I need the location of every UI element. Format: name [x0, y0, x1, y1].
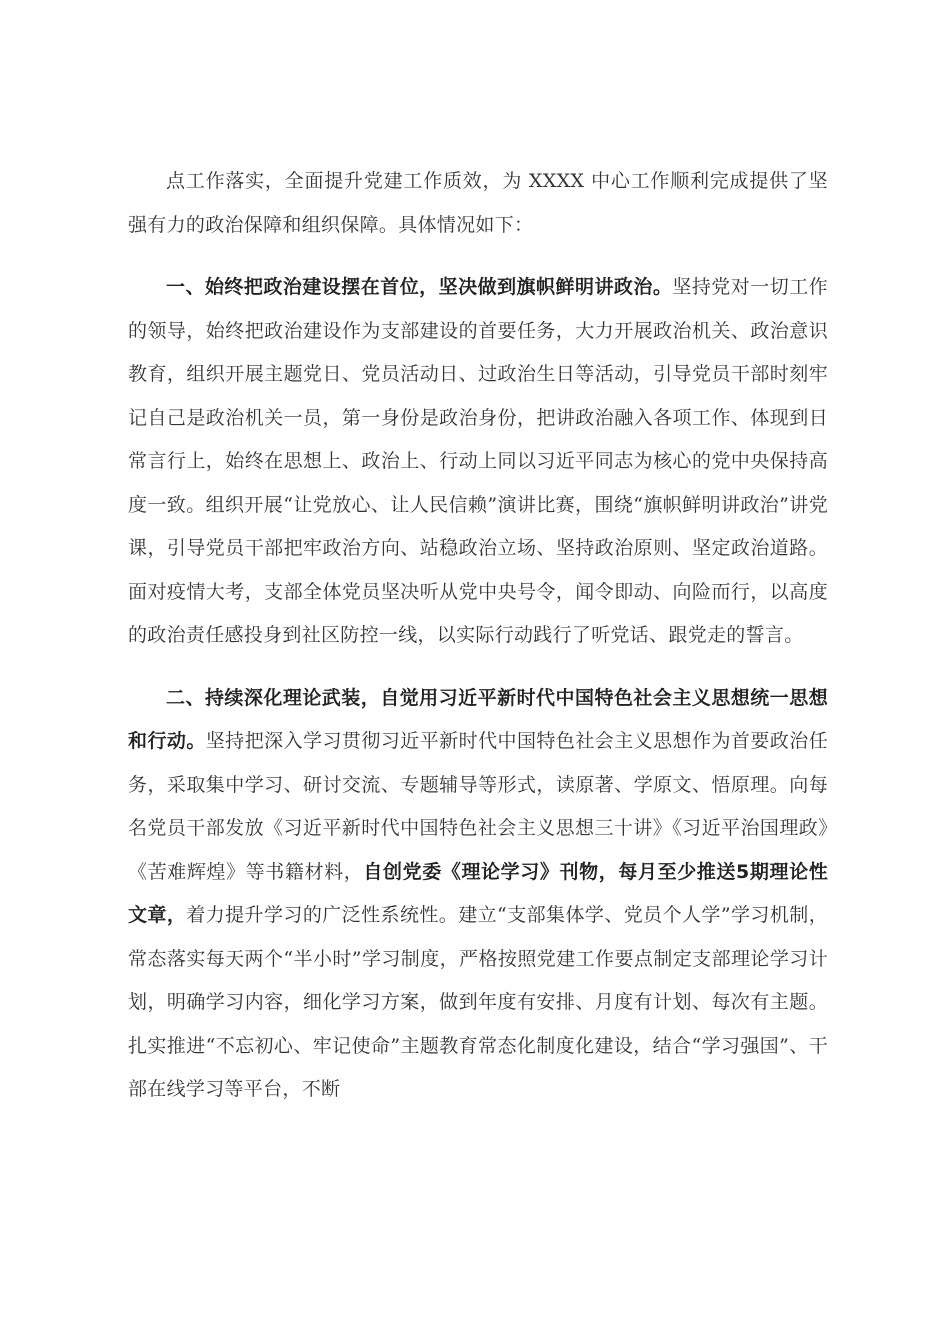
paragraph-intro-text: 点工作落实，全面提升党建工作质效，为 XXXX 中心工作顺利完成提供了坚强有力的政治保障和组织保障。具体情况如下：: [128, 170, 828, 236]
section-2-text-c: 着力提升学习的广泛性系统性。建立“支部集体学、党员个人学”学习机制，常态落实每天两个“半小时”学习制度，严格按照党建工作要点制定支部理论学习计划，明确学习内容，细化学习方案，做到年度有安排、月度有计划、每次有主题。扎实推进“不忘初心、牢记使命”主题教育常态化制度化建设，结合“学习强国”、干部在线学习等平台，不断: [128, 904, 828, 1100]
paragraph-section-1: [128, 266, 828, 658]
section-1-heading: 一、始终把政治建设摆在首位，坚决做到旗帜鲜明讲政治。: [166, 276, 673, 298]
paragraph-section-2: [128, 677, 828, 1112]
section-2-heading: 二、持续深化理论武装，自觉用习近平新时代中国特色社会主义思想统一思想和行动。: [128, 686, 828, 752]
section-2-text-a: 坚持把深入学习贯彻习近平新时代中国特色社会主义思想作为首要政治任务，采取集中学习、研讨交流、专题辅导等形式，读原著、学原文、悟原理。向每名党员干部发放《习近平新时代中国特色社会主义思想三十讲》《习近平治国理政》《苦难辉煌》等书籍材料，: [128, 730, 828, 883]
paragraph-intro: [128, 160, 828, 247]
section-1-text: 坚持党对一切工作的领导，始终把政治建设作为支部建设的首要任务，大力开展政治机关、政治意识教育，组织开展主题党日、党员活动日、过政治生日等活动，引导党员干部时刻牢记自己是政治机关一员，第一身份是政治身份，把讲政治融入各项工作、体现到日常言行上，始终在思想上、政治上、行动上同以习近平同志为核心的党中央保持高度一致。组织开展“让党放心、让人民信赖”演讲比赛，围绕“旗帜鲜明讲政治”讲党课，引导党员干部把牢政治方向、站稳政治立场、坚持政治原则、坚定政治道路。面对疫情大考，支部全体党员坚决听从党中央号令，闻令即动、向险而行，以高度的政治责任感投身到社区防控一线，以实际行动践行了听党话、跟党走的誓言。: [128, 276, 828, 646]
document-body: [128, 160, 828, 1131]
section-2-emphasis: 自创党委《理论学习》刊物，每月至少推送5期理论性文章，: [128, 860, 829, 926]
